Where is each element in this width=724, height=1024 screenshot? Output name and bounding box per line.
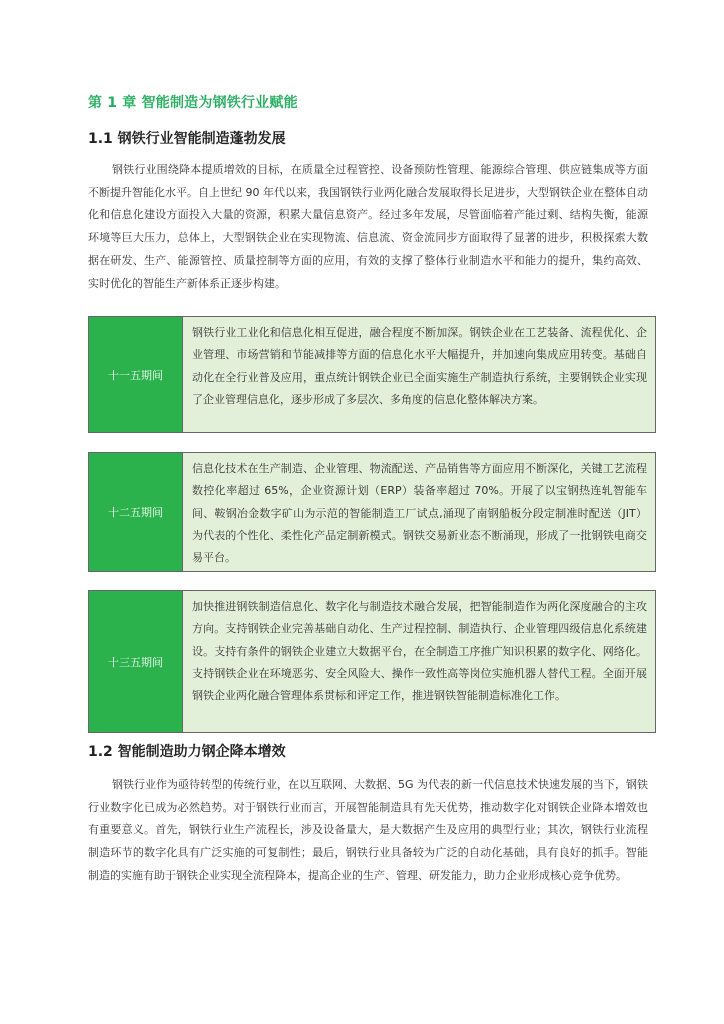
section-title-1-1: 1.1 钢铁行业智能制造蓬勃发展	[88, 131, 286, 147]
section-1-2-paragraph: 钢铁行业作为亟待转型的传统行业，在以互联网、大数据、5G 为代表的新一代信息技术快速发展的当下，钢铁行业数字化已成为必然趋势。对于钢铁行业而言，开展智能制造具有先天优势，推动数字化对钢铁企业降本增效也有重要意义。首先，钢铁行业生产流程长，涉及设备量大，是大数据产生及应用的典型行业；其次，钢铁行业流程制造环节的数字化具有广泛实施的可复制性；最后，钢铁行业具备较为广泛的自动化基础，具有良好的抓手。智能制造的实施有助于钢铁企业实现全流程降本，提高企业的生产、管理、研发能力，助力企业形成核心竞争优势。	[88, 778, 649, 882]
period-box-12th	[88, 452, 656, 572]
period-label: 十三五期间	[89, 591, 183, 732]
chapter-title: 第 1 章 智能制造为钢铁行业赋能	[88, 95, 298, 111]
period-box-13th	[88, 590, 656, 733]
period-description: 信息化技术在生产制造、企业管理、物流配送、产品销售等方面应用不断深化，关键工艺流程数控化率超过 65%，企业资源计划（ERP）装备率超过 70%。开展了以宝钢热连轧智能车间、鞍钢冶金数字矿山为示范的智能制造工厂试点,涌现了南钢船板分段定制准时配送（JIT）为代表的个性化、柔性化产品定制新模式。钢铁交易新业态不断涌现，形成了一批钢铁电商交易平台。	[192, 462, 647, 565]
period-label: 十二五期间	[89, 453, 183, 571]
section-1-1-paragraph: 钢铁行业围绕降本提质增效的目标，在质量全过程管控、设备预防性管理、能源综合管理、供应链集成等方面不断提升智能化水平。自上世纪 90 年代以来，我国钢铁行业两化融合发展取得长足进步，大型钢铁企业在整体自动化和信息化建设方面投入大量的资源，积累大量信息资产。经过多年发展，尽管面临着产能过剩、结构失衡，能源环境等巨大压力，总体上，大型钢铁企业在实现物流、信息流、资金流同步方面取得了显著的进步，积极探索大数据在研发、生产、能源管控、质量控制等方面的应用，有效的支撑了整体行业制造水平和能力的提升，集约高效、实时优化的智能生产新体系正逐步构建。	[88, 163, 648, 290]
period-description: 加快推进钢铁制造信息化、数字化与制造技术融合发展，把智能制造作为两化深度融合的主攻方向。支持钢铁企业完善基础自动化、生产过程控制、制造执行、企业管理四级信息化系统建设。支持有条件的钢铁企业建立大数据平台，在全制造工序推广知识积累的数字化、网络化。支持钢铁企业在环境恶劣、安全风险大、操作一致性高等岗位实施机器人替代工程。全面开展钢铁企业两化融合管理体系贯标和评定工作，推进钢铁智能制造标准化工作。	[192, 600, 647, 703]
period-label: 十一五期间	[89, 317, 183, 432]
period-description: 钢铁行业工业化和信息化相互促进，融合程度不断加深。钢铁企业在工艺装备、流程优化、企业管理、市场营销和节能减排等方面的信息化水平大幅提升，并加速向集成应用转变。基础自动化在全行业普及应用，重点统计钢铁企业已全面实施生产制造执行系统，主要钢铁企业实现了企业管理信息化，逐步形成了多层次、多角度的信息化整体解决方案。	[192, 326, 647, 406]
period-box-11th	[88, 316, 656, 433]
section-title-1-2: 1.2 智能制造助力钢企降本增效	[88, 744, 286, 760]
